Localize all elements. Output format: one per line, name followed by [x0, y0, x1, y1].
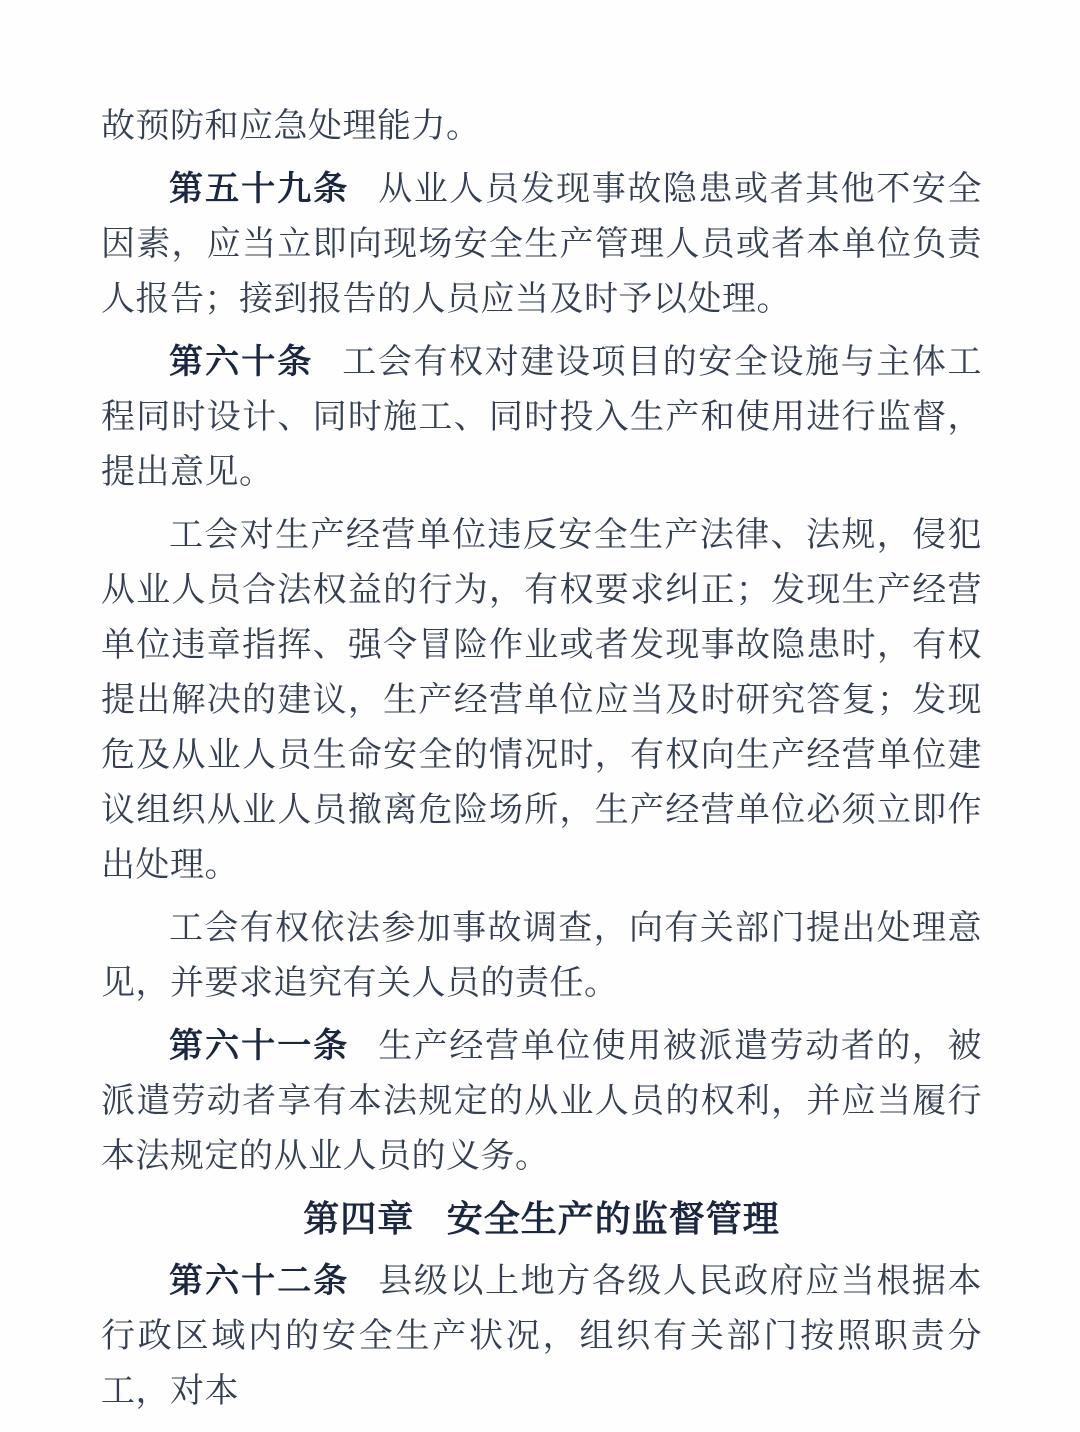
article-61-paragraph	[101, 1019, 982, 1184]
chapter-4-number: 第四章	[303, 1199, 415, 1240]
union-investigation-paragraph: 工会有权依法参加事故调查，向有关部门提出处理意见，并要求追究有关人员的责任。	[101, 910, 982, 1002]
paragraph-continuation: 故预防和应急处理能力。	[101, 108, 481, 145]
article-60-paragraph	[101, 335, 982, 500]
article-60-number: 第六十条	[169, 342, 314, 382]
article-59-text: 从业人员发现事故隐患或者其他不安全因素，应当立即向现场安全生产管理人员或者本单位负责人报告；接到报告的人员应当及时予以处理。	[101, 171, 983, 318]
article-61-number: 第六十一条	[169, 1026, 350, 1066]
article-62-paragraph	[101, 1254, 982, 1419]
chapter-4-heading	[101, 1192, 982, 1247]
article-59-number: 第五十九条	[169, 169, 350, 209]
article-59-paragraph	[101, 162, 982, 327]
article-62-text: 县级以上地方各级人民政府应当根据本行政区域内的安全生产状况，组织有关部门按照职责分工，对本	[101, 1263, 983, 1410]
article-60-text: 工会有权对建设项目的安全设施与主体工程同时设计、同时施工、同时投入生产和使用进行监督，提出意见。	[101, 344, 983, 491]
article-62-number: 第六十二条	[169, 1261, 350, 1301]
article-61-text: 生产经营单位使用被派遣劳动者的，被派遣劳动者享有本法规定的从业人员的权利，并应当履行本法规定的从业人员的义务。	[101, 1028, 983, 1175]
chapter-4-title: 安全生产的监督管理	[446, 1199, 780, 1240]
union-rights-paragraph: 工会对生产经营单位违反安全生产法律、法规，侵犯从业人员合法权益的行为，有权要求纠正；发现生产经营单位违章指挥、强令冒险作业或者发现事故隐患时，有权提出解决的建议，生产经营单位应当及时研究答复；发现危及从业人员生命安全的情况时，有权向生产经营单位建议组织从业人员撤离危险场所，生产经营单位必须立即作出处理。	[101, 517, 982, 884]
